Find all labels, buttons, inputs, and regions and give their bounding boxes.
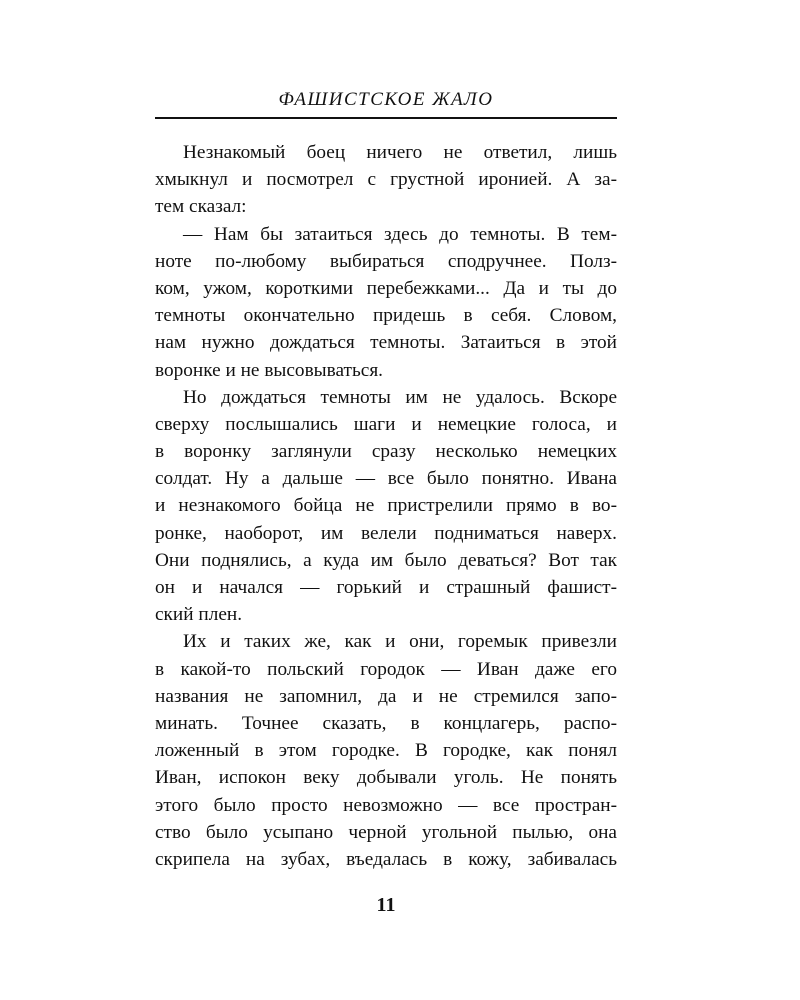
text-line: ноте по-любому выбираться сподручнее. Полз- xyxy=(155,250,617,272)
text-line: этого было просто невозможно — все простран- xyxy=(155,794,617,816)
text-line: и незнакомого бойца не пристрелили прямо в во- xyxy=(155,495,617,517)
text-line: ский плен. xyxy=(155,604,243,626)
text-line: он и начался — горький и страшный фашист- xyxy=(155,577,617,598)
running-header: ФАШИСТСКОЕ ЖАЛО xyxy=(278,89,494,110)
text-line: Незнакомый боец ничего не ответил, лишь xyxy=(183,142,617,163)
text-line: хмыкнул и посмотрел с грустной иронией. А за- xyxy=(155,169,617,191)
header-divider xyxy=(155,117,617,119)
text-line: ложенный в этом городке. В городке, как понял xyxy=(155,740,617,762)
text-line: ство было усыпано черной угольной пылью, она xyxy=(155,821,617,843)
text-line: ком, ужом, короткими перебежками... Да и ты до xyxy=(155,277,617,299)
text-line: скрипела на зубах, въедалась в кожу, забивалась xyxy=(155,848,617,870)
text-line: сверху послышались шаги и немецкие голоса, и xyxy=(155,413,617,435)
page-number: 11 xyxy=(376,894,396,916)
text-line: в воронку заглянули сразу несколько немецких xyxy=(155,441,617,463)
text-line: Они поднялись, а куда им было деваться? Вот так xyxy=(155,549,617,571)
text-line: воронке и не высовываться. xyxy=(155,359,384,381)
text-line: — Нам бы затаиться здесь до темноты. В тем- xyxy=(183,223,617,245)
text-line: минать. Точнее сказать, в концлагерь, распо- xyxy=(155,712,617,734)
text-line: Их и таких же, как и они, горемык привезли xyxy=(183,631,617,653)
text-line: солдат. Ну а дальше — все было понятно. Ивана xyxy=(155,468,617,490)
text-line: нам нужно дождаться темноты. Затаиться в этой xyxy=(155,332,617,354)
text-line: Иван, испокон веку добывали уголь. Не понять xyxy=(155,767,617,789)
text-line: тем сказал: xyxy=(155,196,247,218)
text-line: в какой-то польский городок — Иван даже его xyxy=(155,658,617,680)
text-line: названия не запомнил, да и не стремился запо- xyxy=(155,685,617,707)
body-text xyxy=(155,139,617,873)
text-line: Но дождаться темноты им не удалось. Вскоре xyxy=(183,386,617,408)
text-line: ронке, наоборот, им велели подниматься наверх. xyxy=(155,522,617,544)
text-line: темноты окончательно придешь в себя. Словом, xyxy=(155,305,617,327)
